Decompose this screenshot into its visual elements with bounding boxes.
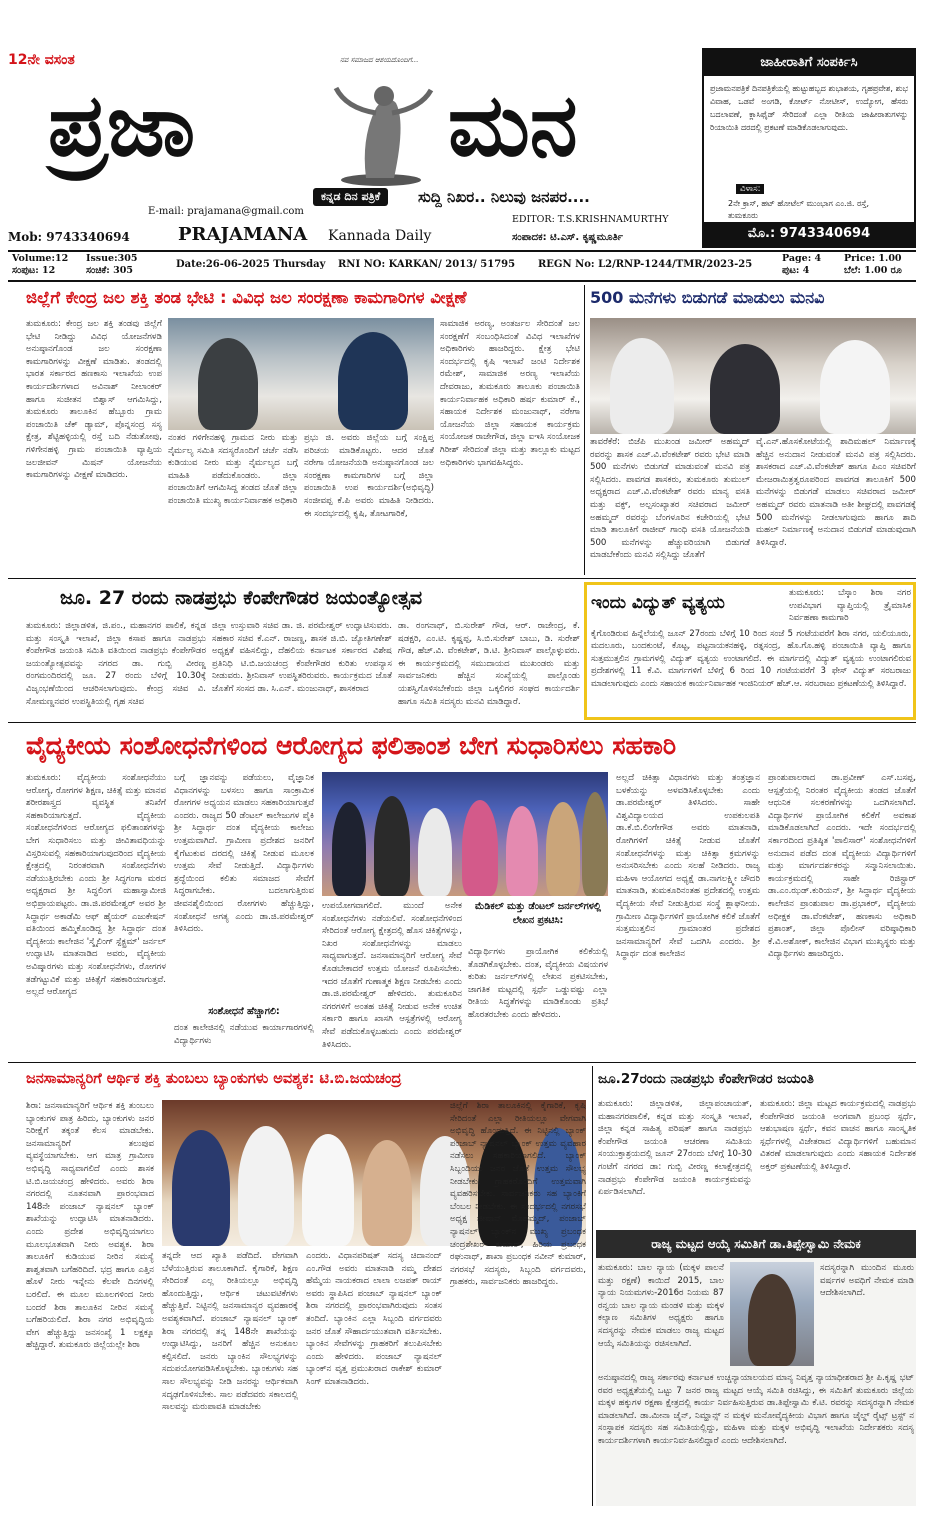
volume-en: Volume:12 xyxy=(12,253,69,264)
article-photo xyxy=(322,772,608,896)
dancer-emblem-icon xyxy=(326,68,436,188)
article-body: ಪ್ರಭು ಜಿ. ಅವರು ಜಿಲ್ಲೆಯ ಬಗ್ಗೆ ಸಂಕ್ಷಿಪ್ತ ಪರಿಚಯ ಮಾಡಿಕೊಟ್ಟರು. ಆದರ ಜೊತೆ ನರೇಗಾ ಯೋಜನೆಯಡಿ ಅನುಷ್ಠಾನಗೊಂಡ ಜಲ ಸಂರಕ್ಷಣಾ ಕಾಮಗಾರಿಗಳ ಬಗ್ಗೆ ಜಿಲ್ಲಾ ಪಂಚಾಯಿತಿ ಉಪ ಕಾರ್ಯದರ್ಶಿ(ಅಭಿವೃದ್ಧಿ) ಸಂಜೀವಪ್ಪ ಕೆ.ಪಿ ಅವರು ಮಾಹಿತಿ ನೀಡಿದರು. ಈ ಸಂದರ್ಭದಲ್ಲಿ ಕೃಷಿ, ತೋಟಗಾರಿಕೆ, xyxy=(304,433,434,519)
sub-heading: ಮೆಡಿಕಲ್ ಮತ್ತು ಡೆಂಟಲ್ ಜರ್ನಲ್‌ಗಳಲ್ಲಿ ಲೇಖನ ಪ್ರಕಟಿಸಿ: xyxy=(474,901,602,926)
headline: ರಾಜ್ಯ ಮಟ್ಟದ ಆಯ್ಕೆ ಸಮಿತಿಗೆ ಡಾ.ತಿಪ್ಪೇಸ್ವಾಮಿ ನೇಮಕ xyxy=(596,1230,916,1258)
article-body: ಸಾಮಾಜಿಕ ಅರಣ್ಯ, ಅಂತರ್ಜಲ ಸೇರಿದಂತೆ ಜಲ ಸಂರಕ್ಷಣೆಗೆ ಸಂಬಂಧಿಸಿದಂತೆ ವಿವಿಧ ಇಲಾಖೆಗಳ ಅಧಿಕಾರಿಗಳು ಹಾಜರಿದ್ದರು. ಕ್ಷೇತ್ರ ಭೇಟಿ ಸಂದರ್ಭದಲ್ಲಿ ಕೃಷಿ ಇಲಾಖೆ ಜಂಟಿ ನಿರ್ದೇಶಕ ರಮೇಶ್, ಸಾಮಾಜಿಕ ಅರಣ್ಯ ಇಲಾಖೆಯ ದೇವರಾಜು, ತುಮಕೂರು ತಾಲೂಕು ಪಂಚಾಯಿತಿ ಕಾರ್ಯನಿರ್ವಾಹಕ ಅಧಿಕಾರಿ ಹರ್ಷ ಕುಮಾರ್ ಕೆ., ಸಹಾಯಕ ನಿರ್ದೇಶಕ ಮಂಜುನಾಥ್, ನರೇಗಾ ಯೋಜನೆಯ ಜಿಲ್ಲಾ ಸಹಾಯಕ ಕಾರ್ಯಕ್ರಮ ಸಂಯೋಜಕ ರಾಜೇಗೌಡ, ಜಿಲ್ಲಾ ಐಇಸಿ ಸಂಯೋಜಕ ಗಿರೀಶ್ ಸೇರಿದಂತೆ ಜಿಲ್ಲಾ ಮತ್ತು ತಾಲ್ಲೂಕು ಮಟ್ಟದ ಅಧಿಕಾರಿಗಳು ಭಾಗವಹಿಸಿದ್ದರು. xyxy=(440,319,580,468)
article-body: ಸದಸ್ಯರನ್ನಾಗಿ ಮುಂದಿನ ಮೂರು ವರ್ಷಗಳ ಅವಧಿಗೆ ನೇಮಕ ಮಾಡಿ ಆದೇಶಿಸಲಾಗಿದೆ. xyxy=(820,1263,914,1299)
editor-kn: ಸಂಪಾದಕ: ಟಿ.ಎಸ್. ಕೃಷ್ಣಮೂರ್ತಿ xyxy=(512,232,623,243)
volume-kn: ಸಂಪುಟ: 12 xyxy=(12,265,56,276)
masthead xyxy=(8,8,698,248)
ad-phone: ಮೊ.: 9743340694 xyxy=(704,222,914,246)
article-body: ಉಪಯೋಗವಾಗಲಿದೆ. ಮುಂದೆ ಅನೇಕ ಸಂಶೋಧನೆಗಳು ನಡೆಯಲಿವೆ. ಸಂಶೋಧನೆಗಳಿಂದ ಸೇರಿದಂತೆ ಆರೋಗ್ಯ ಕ್ಷೇತ್ರದಲ್ಲಿ ಹೊಸ ಚಿಕಿತ್ಸೆಗಳನ್ನು, ನಿಖರ ಸಂಶೋಧನೆಗಳನ್ನು ಮಾಡಲು ಸಾಧ್ಯವಾಗುತ್ತದೆ. ಜನಸಾಮಾನ್ಯರಿಗೆ ಆರೋಗ್ಯ ಸೇವೆ ಕೊಡಬೇಕಾದರೆ ಉತ್ತಮ ಯೋಜನೆ ರೂಪಿಸಬೇಕು. ಇದರ ಜೊತೆಗೆ ಗುಣಾತ್ಮಕ ಶಿಕ್ಷಣ ನೀಡಬೇಕು ಎಂದು ಡಾ.ಜಿ.ಪರಮೇಶ್ವರ್ ಹೇಳಿದರು. ತುಮಕೂರಿನ ನಗರಗಳಿಗೆ ಅಂತಹ ಚಿಕಿತ್ಸೆ ನೀಡುವ ಅನೇಕ ಉಚಿತ ಸರ್ಕಾರಿ ಹಾಗೂ ಖಾಸಗಿ ಆಸ್ಪತ್ರೆಗಳಲ್ಲಿ ಆರೋಗ್ಯ ಸೇವೆ ಪಡೆದುಕೊಳ್ಳಬಹುದು ಎಂದು ಪರಮೇಶ್ವರ್ ತಿಳಿಸಿದರು. xyxy=(322,901,462,1050)
headline: ಜೂ. 27 ರಂದು ನಾಡಪ್ರಭು ಕೆಂಪೇಗೌಡರ ಜಯಂತ್ಯೋತ್ಸವ xyxy=(60,587,423,609)
headline: 500 ಮನೆಗಳು ಬಿಡುಗಡೆ ಮಾಡುಲು ಮನವಿ xyxy=(590,288,825,307)
issue-kn: ಸಂಚಿಕೆ: 305 xyxy=(86,265,133,276)
article-body: ಅನುಷ್ಠಾನದಲ್ಲಿ ರಾಜ್ಯ ಸರ್ಕಾರವು ಕರ್ನಾಟಕ ಉಚ್ಚನ್ಯಾಯಾಲಯದ ಮಾನ್ಯ ನಿವೃತ್ತ ನ್ಯಾಯಾಧೀಶರಾದ ಶ್ರೀ ಪಿ.ಕೃಷ್ಣ ಭಟ್ ರವರ ಅಧ್ಯಕ್ಷತೆಯಲ್ಲಿ ಒಟ್ಟು 7 ಜನರ ರಾಜ್ಯ ಮಟ್ಟದ ಆಯ್ಕೆ ಸಮಿತಿ ರಚಿಸಿದ್ದು, ಈ ಸಮಿತಿಗೆ ತುಮಕೂರು ಜಿಲ್ಲೆಯ ಮಕ್ಕಳ ಹಕ್ಕುಗಳ ರಕ್ಷಣಾ ಕ್ಷೇತ್ರದಲ್ಲಿ ಕಾರ್ಯ ನಿರ್ವಹಿಸುತ್ತಿರುವ ಡಾ.ತಿಪ್ಪೇಸ್ವಾಮಿ ಕೆ.ಟಿ. ರವರನ್ನು ಸದಸ್ಯರನ್ನಾಗಿ ನೇಮಕ ಮಾಡಲಾಗಿದೆ. ಡಾ.ಮೀನಾ ಚೈನ್, ನಿಮ್ಹಾನ್ಸ್ ನ ಮಕ್ಕಳ ಮನೋವೈದ್ಯಕೀಯ ವಿಭಾಗ ಹಾಗೂ ಚೈಲ್ಡ್ ರೈಟ್ಸ್ ಟ್ರಸ್ಟ್ ನ ಸಂಸ್ಥಾಪಕ ಸದಸ್ಯರು ಸಹ ಸಮಿತಿಯಲ್ಲಿದ್ದು, ಮಹಿಳಾ ಮತ್ತು ಮಕ್ಕಳ ಅಭಿವೃದ್ಧಿ ಇಲಾಖೆಯ ನಿರ್ದೇಶಕರು ಸದಸ್ಯ ಕಾರ್ಯದರ್ಶಿಗಳಾಗಿ ಕಾರ್ಯನಿರ್ವಹಿಸಲಿದ್ದಾರೆ ಎಂದು ಆದೇಶಿಸಲಾಗಿದೆ. xyxy=(598,1373,914,1446)
sub-heading: ಸಂಶೋಧನೆ ಹೆಚ್ಚಾಗಲಿ: xyxy=(208,1006,280,1017)
price-en: Price: 1.00 xyxy=(844,253,902,264)
article-body: ತುಮಕೂರು: ಕೇಂದ್ರ ಜಲ ಶಕ್ತಿ ತಂಡವು ಜಿಲ್ಲೆಗೆ ಭೇಟಿ ನೀಡಿದ್ದು ವಿವಿಧ ಯೋಜನೆಗಳಡಿ ಅನುಷ್ಠಾನಗೊಂಡ ಜಲ ಸಂರಕ್ಷಣಾ ಕಾಮಗಾರಿಗಳನ್ನು ವೀಕ್ಷಣೆ ಮಾಡಿತು. ತಂಡದಲ್ಲಿ ಭಾರತ ಸರ್ಕಾರದ ಹಣಕಾಸು ಇಲಾಖೆಯ ಉಪ ಕಾರ್ಯದರ್ಶಿಗಳಾದ ಅವಿನಾಶ್ ನೀಲಾಂಕರ್ ಹಾಗೂ ಸುಜೀತನ ಬಿಶ್ವಾಸ್ ಆಗಮಿಸಿದ್ದು, ತುಮಕೂರು ತಾಲೂಕಿನ ಹೆಬ್ಬೂರು ಗ್ರಾಮ ಪಂಚಾಯಿತಿ ಚೆಕ್ ಡ್ಯಾಮ್, ಪೊನ್ನಸಂದ್ರ ಸಸ್ಯ ಕ್ಷೇತ್ರ, ಶೆಟ್ಟಿಹಳ್ಳಿಯಲ್ಲಿ ರಸ್ತೆ ಬದಿ ನೆಡುತೋಪು, ಗಳಿಗೇನಹಳ್ಳಿ ಗ್ರಾಮ ಪಂಚಾಯಿತಿ ವ್ಯಾಪ್ತಿಯ ಜಲಜೀವನ್ ಮಿಷನ್ ಯೋಜನೆಯ ಕಾಮಗಾರಿಗಳನ್ನು ವೀಕ್ಷಣೆ ಮಾಡಿದರು. xyxy=(26,319,162,481)
issue-en: Issue:305 xyxy=(86,253,138,264)
mobile: Mob: 9743340694 xyxy=(8,230,130,244)
headline: ಜಿಲ್ಲೆಗೆ ಕೇಂದ್ರ ಜಲ ಶಕ್ತಿ ತಂಡ ಭೇಟಿ : ವಿವಿಧ ಜಲ ಸಂರಕ್ಷಣಾ ಕಾಮಗಾರಿಗಳ ವೀಕ್ಷಣೆ xyxy=(26,288,467,307)
tagline: ಸುದ್ದಿ ನಿಖರ.. ನಿಲುವು ಜನಪರ.... xyxy=(418,188,590,206)
ad-box xyxy=(702,48,916,248)
article-lead: ತುಮಕೂರು: ಬೆಸ್ಕಾಂ ಶಿರಾ ನಗರ ಉಪವಿಭಾಗ ವ್ಯಾಪ್ತಿಯಲ್ಲಿ ತ್ರೈಮಾಸಿಕ ನಿರ್ವಹಣಾ ಕಾಮಗಾರಿ xyxy=(789,588,911,624)
article-body: ಬಗ್ಗೆ ಜ್ಞಾನವನ್ನು ಪಡೆಯಲು, ವೈಜ್ಞಾನಿಕ ವಿಧಾನಗಳನ್ನು ಬಳಸಲು ಹಾಗೂ ಸಾಂಕ್ರಾಮಿಕ ರೋಗಗಳ ಅಧ್ಯಯನ ಮಾಡಲು ಸಹಕಾರಿಯಾಗುತ್ತವೆ ಎಂದರು. ರಾಜ್ಯದ 50 ಡೆಂಟಲ್ ಕಾಲೇಜುಗಳ ಪೈಕಿ ಶ್ರೀ ಸಿದ್ಧಾರ್ಥ ದಂತ ವೈದ್ಯಕೀಯ ಕಾಲೇಜು ಉತ್ತಮವಾಗಿದೆ. ಗ್ರಾಮೀಣ ಪ್ರದೇಶದ ಜನರಿಗೆ ಕೈಗೆಟುಕುವ ದರದಲ್ಲಿ ಚಿಕಿತ್ಸೆ ನೀಡುವ ಮೂಲಕ ಉತ್ತಮ ಸೇವೆ ನೀಡುತ್ತಿದೆ. ವಿದ್ಯಾರ್ಥಿಗಳು ಶ್ರದ್ಧೆಯಿಂದ ಕಲಿತು ಸಮಾಜದ ಸೇವೆಗೆ ಸಿದ್ಧರಾಗಬೇಕು. ಬದಲಾಗುತ್ತಿರುವ ಜೀವನಶೈಲಿಯಿಂದ ರೋಗಗಳು ಹೆಚ್ಚುತ್ತಿದ್ದು, ಸಂಶೋಧನೆ ಅಗತ್ಯ ಎಂದು ಡಾ.ಜಿ.ಪರಮೇಶ್ವರ್ ತಿಳಿಸಿದರು. xyxy=(174,773,314,935)
article-power-outage xyxy=(584,582,916,720)
anniversary-badge: 12ನೇ ವಸಂತ xyxy=(8,52,75,68)
price-kn: ಬೆಲೆ: 1.00 ರೂ xyxy=(844,265,902,276)
article-body: ಶಿರಾ: ಜನಸಾಮಾನ್ಯರಿಗೆ ಆರ್ಥಿಕ ಶಕ್ತಿ ತುಂಬಲು ಬ್ಯಾಂಕುಗಳ ಪಾತ್ರ ಹಿರಿದು, ಬ್ಯಾಂಕುಗಳು ಜನರ ನಿರೀಕ್ಷೆಗೆ ತಕ್ಕಂತೆ ಕೆಲಸ ಮಾಡಬೇಕು. ಜನಸಾಮಾನ್ಯರಿಗೆ ತಲುಪುವ ವ್ಯವಸ್ಥೆಯಾಗಬೇಕು. ಆಗ ಮಾತ್ರ ಗ್ರಾಮೀಣ ಅಭಿವೃದ್ಧಿ ಸಾಧ್ಯವಾಗಲಿದೆ ಎಂದು ಶಾಸಕ ಟಿ.ಬಿ.ಜಯಚಂದ್ರ ಹೇಳಿದರು. ಅವರು ಶಿರಾ ನಗರದಲ್ಲಿ ನೂತನವಾಗಿ ಪ್ರಾರಂಭವಾದ 148ನೇ ಪಂಜಾಬ್ ನ್ಯಾಷನಲ್ ಬ್ಯಾಂಕ್ ಶಾಖೆಯನ್ನು ಉದ್ಘಾಟಿಸಿ ಮಾತನಾಡಿದರು. ಎಂದು ಪ್ರದೇಶ ಅಭಿವೃದ್ಧಿಯಾಗಲು ಮೂಲಭೂತವಾಗಿ ನೀರು ಅವಶ್ಯಕ. ಶಿರಾ ತಾಲೂಕಿಗೆ ಕುಡಿಯುವ ನೀರಿನ ಸಮಸ್ಯೆ ಶಾಶ್ವತವಾಗಿ ಬಗೆಹರಿದಿದೆ. ಭದ್ರ ಹಾಗೂ ಎತ್ತಿನ ಹೊಳೆ ನೀರು ಇನ್ನೇನು ಕೆಲವೇ ದಿನಗಳಲ್ಲಿ ಬರಲಿದೆ. ಈ ಮೂಲ ಮೂಲಗಳಿಂದ ನೀರು ಬಂದರೆ ಶಿರಾ ತಾಲೂಕಿನ ನೀರಿನ ಸಮಸ್ಯೆ ಬಗೆಹರಿಯಲಿದೆ. ಶಿರಾ ನಗರ ಅಭಿವೃದ್ಧಿಯ ವೇಗ ಹೆಚ್ಚುತ್ತಿದ್ದು ಜನಸಂಖ್ಯೆ 1 ಲಕ್ಷಕ್ಕೂ ಹೆಚ್ಚಿದ್ದಾರೆ. ತುಮಕೂರು ಜಿಲ್ಲೆಯಲ್ಲೇ ಶಿರಾ xyxy=(26,1101,154,1351)
editor-en: EDITOR: T.S.KRISHNAMURTHY xyxy=(512,214,669,225)
article-photo xyxy=(730,1262,814,1366)
article-body: ವಿದ್ಯಾರ್ಥಿಗಳು ಪ್ರಾಯೋಗಿಕ ಕಲಿಕೆಯಲ್ಲಿ ತೊಡಗಿಕೊಳ್ಳಬೇಕು. ದಂತ, ವೈದ್ಯಕೀಯ ವಿಷಯಗಳ ಕುರಿತು ಜರ್ನಲ್‌ಗಳಲ್ಲಿ ಲೇಖನ ಪ್ರಕಟಿಸಬೇಕು, ಜಾಗತಿಕ ಮಟ್ಟದಲ್ಲಿ ಸ್ಪರ್ಧೆ ಒಡ್ಡುವಷ್ಟು ಎಲ್ಲಾ ರೀತಿಯ ಸಿದ್ಧತೆಗಳನ್ನು ಮಾಡಿಕೊಂಡು ಪ್ರತಿಭೆ ಹೊರತರಬೇಕು ಎಂದು ಹೇಳಿದರು. xyxy=(468,947,608,1020)
article-body: ಕೈಗೊಂಡಿರುವ ಹಿನ್ನೆಲೆಯಲ್ಲಿ ಜೂನ್ 27ರಂದು ಬೆಳಿಗ್ಗೆ 10 ರಿಂದ ಸಂಜೆ 5 ಗಂಟೆಯವರೆಗೆ ಶಿರಾ ನಗರ, ಯಲಿಯೂರು, ಮದಲೂರು, ಬಂದಕುಂಟೆ, ಕೊಟ್ಟ, ಪಟ್ಟನಾಯಕನಹಳ್ಳಿ, ರತ್ನಸಂದ್ರ, ಹೊ.ಗೊ.ಹಳ್ಳಿ ಪಂಚಾಯಿತಿ ವ್ಯಾಪ್ತಿ ಹಾಗೂ ಸುತ್ತಮುತ್ತಲಿನ ಗ್ರಾಮಗಳಲ್ಲಿ ವಿದ್ಯುತ್ ವ್ಯತ್ಯಯ ಉಂಟಾಗಲಿದೆ. ಈ ಮಾರ್ಗದಲ್ಲಿ ವಿದ್ಯುತ್ ವ್ಯತ್ಯಯ ಉಂಟಾಗಲಿರುವ ಪ್ರದೇಶಗಳಲ್ಲಿ 11 ಕೆ.ವಿ. ಮಾರ್ಗಗಳಿಗೆ ಬೆಳಿಗ್ಗೆ 6 ರಿಂದ 10 ಗಂಟೆಯವರೆಗೆ 3 ಫೇಸ್ ವಿದ್ಯುತ್ ಸರಬರಾಜು ಮಾಡಲಾಗುವುದು ಎಂದು ಸಹಾಯಕ ಕಾರ್ಯನಿರ್ವಾಹಕ ಇಂಜಿನಿಯರ್ ಹೆಚ್.ಆ. ಸರಬರಾಜು ಪ್ರಕಟಣೆಯಲ್ಲಿ ತಿಳಿಸಿದ್ದಾರೆ. xyxy=(591,628,911,688)
article-selection-committee xyxy=(596,1230,916,1506)
article-body: ಅಲ್ಲದೆ ಚಿಕಿತ್ಸಾ ವಿಧಾನಗಳು ಮತ್ತು ತಂತ್ರಜ್ಞಾನ ಬಳಕೆಯನ್ನು ಅಳವಡಿಸಿಕೊಳ್ಳಬೇಕು ಎಂದು ಡಾ.ಪರಮೇಶ್ವರ್ ತಿಳಿಸಿದರು. ಸಾಹೇ ವಿಶ್ವವಿದ್ಯಾಲಯದ ಉಪಕುಲಪತಿ ಡಾ.ಕೆ.ಬಿ.ಲಿಂಗೇಗೌಡ ಅವರು ಮಾತನಾಡಿ, ರೋಗಿಗಳಿಗೆ ಚಿಕಿತ್ಸೆ ನೀಡುವ ಜೊತೆಗೆ ಸಂಶೋಧನೆಗಳನ್ನು ಮತ್ತು ಚಿಕಿತ್ಸಾ ಕ್ರಮಗಳನ್ನು ಅನುಸರಿಸಬೇಕು ಎಂದು ಸಲಹೆ ನೀಡಿದರು. ರಾಜ್ಯ ಮಹಿಳಾ ಆಯೋಗದ ಅಧ್ಯಕ್ಷೆ ಡಾ.ನಾಗಲಕ್ಷ್ಮೀ ಚೌದರಿ ಮಾತನಾಡಿ, ತುಮಕೂರಿನಂತಹ ಪ್ರದೇಶದಲ್ಲಿ ಉತ್ತಮ ವೈದ್ಯಕೀಯ ಸೇವೆ ನೀಡುತ್ತಿರುವ ಸಂಸ್ಥೆ ಶ್ಲಾಘನೀಯ. ಗ್ರಾಮೀಣ ವಿದ್ಯಾರ್ಥಿಗಳಿಗೆ ಪ್ರಾಯೋಗಿಕ ಕಲಿಕೆ ಜೊತೆಗೆ ಸುತ್ತಮುತ್ತಲಿನ ಗ್ರಾಮಾಂತರ ಪ್ರದೇಶದ ಜನಸಾಮಾನ್ಯರಿಗೆ ಸೇವೆ ಒದಗಿಸಿ ಎಂದರು. ಶ್ರೀ ಸಿದ್ಧಾರ್ಥ ದಂತ ಕಾಲೇಜಿನ xyxy=(616,773,760,960)
article-body: ವೈ.ಎನ್.ಹೊಸಕೋಟೆಯಲ್ಲಿ ಶಾದಿಮಹಲ್ ನಿರ್ಮಾಣಕ್ಕೆ ಹೆಚ್ಚಿನ ಅನುದಾನ ನೀಡುವಂತೆ ಮನವಿ ಪತ್ರ ಸಲ್ಲಿಸಿದರು. ಶಾಸಕರಾದ ಎಚ್.ವಿ.ವೆಂಕಟೇಶ್ ಹಾಗೂ ಪಿಎಂ ಸಚಿವರಿಗೆ ಮೇಜರಾಮಿತ್ರತ್ವರೂಪರಿಂದ ಪಾವಗಡ ತಾಲೂಕಿಗೆ 500 ಮನೆಗಳನ್ನು ಬಿಡುಗಡೆ ಮಾಡಲು ಸಚಿವರಾದ ಜಮೀರ್ ಅಹಮ್ಮದ್ ರವರು ಮಾತನಾಡಿ ಅತೀ ಶೀಘ್ರದಲ್ಲಿ ಪಾವಗಡಕ್ಕೆ 500 ಮನೆಗಳನ್ನು ನೀಡಲಾಗುವುದು ಹಾಗೂ ಶಾದಿ ಮಹಲ್ ನಿರ್ಮಾಣಕ್ಕೆ ಅನುದಾನ ಬಿಡುಗಡೆ ಮಾಡುವುದಾಗಿ ತಿಳಿಸಿದ್ದಾರೆ. xyxy=(756,437,916,548)
masthead-title-left: ಪ್ರಜಾ xyxy=(48,75,196,176)
ad-address: 2ನೇ ಕ್ರಾಸ್, ಹಟ್ ಹೋಟೆಲ್ ಮುಂಭಾಗ ಎಂ.ಜಿ. ರಸ್ತೆ, ತುಮಕೂರು xyxy=(728,199,870,220)
article-body: ತಾವರೆಕೆರೆ: ಬಿಜೆಪಿ ಮುಖಂಡ ಜಮೀರ್ ಅಹಮ್ಮದ್ ರವರನ್ನು ಶಾಸಕ ಎಚ್.ವಿ.ವೆಂಕಟೇಶ್ ರವರು ಭೇಟಿ ಮಾಡಿ 500 ಮನೆಗಳು ಬಿಡುಗಡೆ ಮಾಡುವಂತೆ ಮನವಿ ಪತ್ರ ಸಲ್ಲಿಸಿದರು. ಪಾವಗಡ ಶಾಸಕರು, ತುಮಕೂರು ತುಮುಲ್ ಅಧ್ಯಕ್ಷರಾದ ಎಚ್.ವಿ.ವೆಂಕಟೇಶ್ ರವರು ಮಾನ್ಯ ವಸತಿ ಮತ್ತು ವಕ್ಫ್, ಅಲ್ಪಸಂಖ್ಯಾತರ ಸಚಿವರಾದ ಜಮೀರ್ ಅಹಮ್ಮದ್ ರವರನ್ನು ಬೆಂಗಳೂರಿನ ಕಚೇರಿಯಲ್ಲಿ ಭೇಟಿ ಮಾಡಿ ತಾಲೂಕಿಗೆ ರಾಜೀವ್ ಗಾಂಧಿ ವಸತಿ ಯೋಜನೆಯಡಿ 500 ಮನೆಗಳನ್ನು ಹೆಚ್ಚುವರಿಯಾಗಿ ಬಿಡುಗಡೆ ಮಾಡಬೇಕೆಂದು ಮನವಿ ಸಲ್ಲಿಸಿದ್ದು ಜೊತೆಗೆ xyxy=(590,437,750,561)
article-body: ಜಿಲ್ಲಾ ಉಸ್ತುವಾರಿ ಸಚಿವ ಡಾ. ಜಿ. ಪರಮೇಶ್ವರ್ ಉದ್ಘಾಟಿಸುವರು. ಸಹಕಾರ ಸಚಿವ ಕೆ.ಎನ್. ರಾಜಣ್ಣ, ಶಾಸಕ ಜಿ.ಬಿ. ಜ್ಯೋತಿಗಣೇಶ್ ಅಧ್ಯಕ್ಷತೆ ವಹಿಸಲಿದ್ದು, ದೆಹಲಿಯ ಕರ್ನಾಟಕ ಸರ್ಕಾರದ ವಿಶೇಷ ಪ್ರತಿನಿಧಿ ಟಿ.ಬಿ.ಜಯಚಂದ್ರ ಕೆಂಪೇಗೌಡರ ಕುರಿತು ಉಪನ್ಯಾಸ ನೀಡುವರು. ಶ್ರೀನಿವಾಸ್ ಉಪಸ್ಥಿತರಿರುವರು. ಕಾರ್ಯಕ್ರಮದ ಜೊತೆ ಜೊತೆಗೆ ಸಂಸದ ಡಾ. ಸಿ.ಎನ್. ಮಂಜುನಾಥ್, ಶಾಸಕರಾದ xyxy=(212,621,392,694)
headline: ಜೂ.27ರಂದು ನಾಡಪ್ರಭು ಕೆಂಪೇಗೌಡರ ಜಯಂತಿ xyxy=(598,1071,814,1087)
headline: ಜನಸಾಮಾನ್ಯರಿಗೆ ಆರ್ಥಿಕ ಶಕ್ತಿ ತುಂಬಲು ಬ್ಯಾಂಕುಗಳು ಅವಶ್ಯಕ: ಟಿ.ಬಿ.ಜಯಚಂದ್ರ xyxy=(26,1071,402,1087)
kannada-daily-label: ಕನ್ನಡ ದಿನ ಪತ್ರಿಕೆ xyxy=(313,188,388,206)
article-body: ಪ್ರಾಂಶುಪಾಲರಾದ ಡಾ.ಪ್ರವೀಣ್ ಎಸ್.ಬಸಪ್ಪ, ಆಸ್ಪತ್ರೆಯಲ್ಲಿ ನಿರಂತರ ವೈದ್ಯಕೀಯ ತಂಡದ ಜೊತೆಗೆ ಆಧುನಿಕ ಸಲಕರಣೆಗಳನ್ನು ಒದಗಿಸಲಾಗಿದೆ. ವಿದ್ಯಾರ್ಥಿಗಳ ಪ್ರಾಯೋಗಿಕ ಕಲಿಕೆಗೆ ಅವಕಾಶ ಮಾಡಿಕೊಡಲಾಗಿದೆ ಎಂದರು. ಇದೇ ಸಂದರ್ಭದಲ್ಲಿ ಸರ್ಕಾರದಿಂದ ಪ್ರತಿಷ್ಠಿತ 'ಪಾಲಿಸಾರ್' ಸಂಶೋಧನೆಗಳಿಗೆ ಅನುದಾನ ಪಡೆದ ದಂತ ವೈದ್ಯಕೀಯ ವಿದ್ಯಾರ್ಥಿಗಳಿಗೆ ಮತ್ತು ಮಾರ್ಗದರ್ಶಕರನ್ನು ಸನ್ಮಾನಿಸಲಾಯಿತು. ಕಾರ್ಯಕ್ರಮದಲ್ಲಿ ಸಾಹೇ ರಿಜಿಸ್ಟ್ರಾರ್ ಡಾ.ಎಂ.ಝಡ್.ಕುರಿಯನ್, ಶ್ರೀ ಸಿದ್ಧಾರ್ಥ ವೈದ್ಯಕೀಯ ಕಾಲೇಜಿನ ಪ್ರಾಂಶುಪಾಲ ಡಾ.ಪ್ರಭಾಕರ್, ವೈದ್ಯಕೀಯ ಅಧೀಕ್ಷಕ ಡಾ.ವೆಂಕಟೇಶ್, ಹಣಕಾಸು ಅಧಿಕಾರಿ ಪ್ರಶಾಂತ್, ಜಿಲ್ಲಾ ಪೊಲೀಸ್ ವರಿಷ್ಠಾಧಿಕಾರಿ ಕೆ.ವಿ.ಅಶೋಕ್, ಕಾಲೇಜಿನ ವಿಭಾಗ ಮುಖ್ಯಸ್ಥರು ಮತ್ತು ವಿದ್ಯಾರ್ಥಿಗಳು ಹಾಜರಿದ್ದರು. xyxy=(768,773,916,960)
article-photo xyxy=(590,318,916,434)
masthead-title-right: ಮನ xyxy=(448,75,578,176)
rni-number: RNI NO: KARKAN/ 2013/ 51795 xyxy=(338,259,516,270)
article-body: ನಂತರ ಗಳಿಗೇನಹಳ್ಳಿ ಗ್ರಾಮದ ನೀರು ಮತ್ತು ನೈರ್ಮಲ್ಯ ಸಮಿತಿ ಸದಸ್ಯರೊಂದಿಗೆ ಚರ್ಚೆ ನಡೆಸಿ ಕುಡಿಯುವ ನೀರು ಮತ್ತು ನೈರ್ಮಲ್ಯದ ಬಗ್ಗೆ ಮಾಹಿತಿ ಪಡೆದುಕೊಂಡರು. ಜಿಲ್ಲಾ ಪಂಚಾಯಿತಿಗೆ ಆಗಮಿಸಿದ್ದ ತಂಡದ ಜೊತೆ ಜಿಲ್ಲಾ ಪಂಚಾಯಿತಿ ಮುಖ್ಯ ಕಾರ್ಯನಿರ್ವಾಹಕ ಅಧಿಕಾರಿ xyxy=(168,433,298,506)
regn-number: REGN No: L2/RNP-1244/TMR/2023-25 xyxy=(538,259,753,270)
headline: ಇಂದು ವಿದ್ಯುತ್ ವ್ಯತ್ಯಯ xyxy=(591,593,725,613)
article-body: ತುಮಕೂರು: ಜಿಲ್ಲಾ ಮಟ್ಟದ ಕಾರ್ಯಕ್ರಮದಲ್ಲಿ ನಾಡಪ್ರಭು ಕೆಂಪೇಗೌಡರ ಜಯಂತಿ ಅಂಗವಾಗಿ ಪ್ರಬಂಧ ಸ್ಪರ್ಧೆ, ಆಶುಭಾಷಣ ಸ್ಪರ್ಧೆ, ಕವನ ವಾಚನ ಹಾಗೂ ಸಾಂಸ್ಕೃತಿಕ ಸ್ಪರ್ಧೆಗಳಲ್ಲಿ ವಿಜೇತರಾದ ವಿದ್ಯಾರ್ಥಿಗಳಿಗೆ ಬಹುಮಾನ ವಿತರಣೆ ಮಾಡಲಾಗುವುದು ಎಂದು ಸಹಾಯಕ ನಿರ್ದೇಶಕ ಅಕ್ತರ್ ಪ್ರಕಟಣೆಯಲ್ಲಿ ತಿಳಿಸಿದ್ದಾರೆ. xyxy=(760,1099,916,1172)
emblem-caption: ನವ ಸಮಾಜದ ಆಶಯದೊಂದಿಗೆ... xyxy=(340,56,419,64)
masthead-emblem xyxy=(326,68,436,188)
article-body: ತುಮಕೂರು: ಬಾಲ ನ್ಯಾಯ (ಮಕ್ಕಳ ಪಾಲನೆ ಮತ್ತು ರಕ್ಷಣೆ) ಕಾಯಿದೆ 2015, ಬಾಲ ನ್ಯಾಯ ನಿಯಮಗಳು-2016ರ ನಿಯಮ 87 ರನ್ವಯ ಬಾಲ ನ್ಯಾಯ ಮಂಡಳಿ ಮತ್ತು ಮಕ್ಕಳ ಕಲ್ಯಾಣ ಸಮಿತಿಗಳ ಅಧ್ಯಕ್ಷರು ಹಾಗೂ ಸದಸ್ಯರನ್ನು ನೇಮಕ ಮಾಡಲು ರಾಜ್ಯ ಮಟ್ಟದ ಆಯ್ಕೆ ಸಮಿತಿಯನ್ನು ರಚಿಸಲಾಗಿದೆ. xyxy=(598,1263,724,1349)
article-body: ದಂತ ಕಾಲೇಜಿನಲ್ಲಿ ನಡೆಯುವ ಕಾರ್ಯಾಗಾರಗಳಲ್ಲಿ ವಿದ್ಯಾರ್ಥಿಗಳು xyxy=(174,1023,314,1046)
article-photo xyxy=(168,318,434,430)
headline: ವೈದ್ಯಕೀಯ ಸಂಶೋಧನೆಗಳಿಂದ ಆರೋಗ್ಯದ ಫಲಿತಾಂಶ ಬೇಗ ಸುಧಾರಿಸಲು ಸಹಕಾರಿ xyxy=(26,731,677,760)
article-body: ತನ್ನದೇ ಆದ ಖ್ಯಾತಿ ಪಡೆದಿದೆ. ವೇಗವಾಗಿ ಬೆಳೆಯುತ್ತಿರುವ ತಾಲೂಕಾಗಿದೆ. ಕೈಗಾರಿಕೆ, ಶಿಕ್ಷಣ ಸೇರಿದಂತೆ ಎಲ್ಲ ರೀತಿಯಲ್ಲೂ ಅಭಿವೃದ್ಧಿ ಹೊಂದುತ್ತಿದ್ದು, ಆರ್ಥಿಕ ಚಟುವಟಿಕೆಗಳು ಹೆಚ್ಚುತ್ತಿವೆ. ನಿಟ್ಟಿನಲ್ಲಿ ಜನಸಾಮಾನ್ಯರ ವ್ಯವಹಾರಕ್ಕೆ ಅವಶ್ಯಕವಾಗಿದೆ. ಪಂಜಾಬ್ ನ್ಯಾಷನಲ್ ಬ್ಯಾಂಕ್ ಶಿರಾ ನಗರದಲ್ಲಿ ತನ್ನ 148ನೇ ಶಾಖೆಯನ್ನು ಉದ್ಘಾಟಿಸಿದ್ದು, ಜನರಿಗೆ ಹೆಚ್ಚಿನ ಅನುಕೂಲ ಕಲ್ಪಿಸಲಿದೆ. ಜನರು ಬ್ಯಾಂಕಿನ ಸೌಲಭ್ಯಗಳನ್ನು ಸದುಪಯೋಗಪಡಿಸಿಕೊಳ್ಳಬೇಕು. ಬ್ಯಾಂಕುಗಳು ಸಹ ಸಾಲ ಸೌಲಭ್ಯವನ್ನು ನೀಡಿ ಜನರನ್ನು ಆರ್ಥಿಕವಾಗಿ ಸದೃಢಗೊಳಿಸಬೇಕು. ಸಾಲ ಪಡೆದವರು ಸಕಾಲದಲ್ಲಿ ಸಾಲವನ್ನು ಮರುಪಾವತಿ ಮಾಡಬೇಕು xyxy=(162,1251,298,1413)
english-sub: Kannada Daily xyxy=(328,228,432,244)
ad-box-text: ಪ್ರಜಾಮನಪತ್ರಿಕೆ ದಿನಪತ್ರಿಕೆಯಲ್ಲಿ ಹುಟ್ಟುಹಬ್ಬದ ಶುಭಾಶಯ, ಗೃಹಪ್ರವೇಶ, ಶುಭ ವಿವಾಹ, ಒಡವೆ ಅಂಗಡಿ, ಕೋರ್ಟ್ ನೋಟೀಸ್, ಉದ್ಯೋಗ, ಹೆಸರು ಬದಲಾವಣೆ, ಕ್ಲಾಸಿಫೈಡ್ ಸೇರಿದಂತೆ ಎಲ್ಲಾ ರೀತಿಯ ಜಾಹೀರಾತುಗಳನ್ನು ರಿಯಾಯಿತಿ ದರದಲ್ಲಿ ಪ್ರಕಟಣೆ ಮಾಡಿಕೊಡಲಾಗುವುದು. xyxy=(710,84,908,132)
article-body: ಎಂದರು. ವಿಧಾನಪರಿಷತ್ ಸದಸ್ಯ ಚಿದಾನಂದ್ ಎಂ.ಗೌಡ ಅವರು ಮಾತನಾಡಿ ನಮ್ಮ ದೇಶದ ಹೆಮ್ಮೆಯ ನಾಯಕರಾದ ಲಾಲಾ ಲಜಪತ್ ರಾಯ್ ಅವರು ಸ್ಥಾಪಿಸಿದ ಪಂಜಾಬ್ ನ್ಯಾಷನಲ್ ಬ್ಯಾಂಕ್ ಶಿರಾ ನಗರದಲ್ಲಿ ಪ್ರಾರಂಭವಾಗಿರುವುದು ಸಂತಸ ತಂದಿದೆ. ಬ್ಯಾಂಕಿನ ಎಲ್ಲಾ ಸಿಬ್ಬಂದಿ ವರ್ಗದವರು ಜನರ ಜೊತೆ ಸೌಹಾರ್ದಯುತವಾಗಿ ವರ್ತಿಸಬೇಕು. ಬ್ಯಾಂಕಿನ ಸೇವೆಗಳನ್ನು ಗ್ರಾಹಕರಿಗೆ ತಲುಪಿಸಬೇಕು ಎಂದು ಹೇಳಿದರು. ಪಂಜಾಬ್ ನ್ಯಾಷನಲ್ ಬ್ಯಾಂಕ್‌ನ ವೃತ್ತ ಪ್ರಮುಖರಾದ ರಾಕೇಶ್ ಕುಮಾರ್ ಸಿಂಗ್ ಮಾತನಾಡಿದರು. xyxy=(306,1251,442,1387)
page-en: Page: 4 xyxy=(782,253,822,264)
english-name: PRAJAMANA xyxy=(178,224,308,245)
ad-address-label: ವಿಳಾಸ: xyxy=(736,184,764,194)
date: Date:26-06-2025 Thursday xyxy=(176,259,326,270)
article-body: ಡಾ. ರಂಗನಾಥ್, ಬಿ.ಸುರೇಶ್ ಗೌಡ, ಆರ್. ರಾಜೇಂದ್ರ, ಕೆ. ಷಡಕ್ಷರಿ, ಎಂ.ಟಿ. ಕೃಷ್ಣಪ್ಪ, ಸಿ.ಬಿ.ಸುರೇಶ್ ಬಾಬು, ಡಿ. ಸುರೇಶ್ ಗೌಡ, ಹೆಚ್.ವಿ. ವೆಂಕಟೇಶ್, ಡಿ.ಟಿ. ಶ್ರೀನಿವಾಸ್ ಪಾಲ್ಗೊಳ್ಳುವರು. ಈ ಕಾರ್ಯಕ್ರಮದಲ್ಲಿ ಸಮುದಾಯದ ಮುಖಂಡರು ಮತ್ತು ಸಾರ್ವಜನಿಕರು ಹೆಚ್ಚಿನ ಸಂಖ್ಯೆಯಲ್ಲಿ ಪಾಲ್ಗೊಂಡು ಯಶಸ್ವಿಗೊಳಿಸಬೇಕೆಂದು ಜಿಲ್ಲಾ ಒಕ್ಕಲಿಗರ ಸಂಘದ ಕಾರ್ಯದರ್ಶಿ ಹಾಗೂ ಸಮಿತಿ ಸದಸ್ಯರು ಮನವಿ ಮಾಡಿದ್ದಾರೆ. xyxy=(398,621,580,707)
page-kn: ಪುಟ: 4 xyxy=(782,265,810,276)
info-bar xyxy=(8,253,916,279)
article-body: ತುಮಕೂರು: ಜಿಲ್ಲಾಡಳಿತ, ಜಿಲ್ಲಾಪಂಚಾಯತ್, ಮಹಾನಗರಪಾಲಿಕೆ, ಕನ್ನಡ ಮತ್ತು ಸಂಸ್ಕೃತಿ ಇಲಾಖೆ, ಜಿಲ್ಲಾ ಕನ್ನಡ ಸಾಹಿತ್ಯ ಪರಿಷತ್ ಹಾಗೂ ನಾಡಪ್ರಭು ಕೆಂಪೇಗೌಡ ಜಯಂತಿ ಆಚರಣಾ ಸಮಿತಿಯ ಸಂಯುಕ್ತಾಶ್ರಯದಲ್ಲಿ ಜೂನ್ 27ರಂದು ಬೆಳಿಗ್ಗೆ 10-30 ಗಂಟೆಗೆ ನಗರದ ಡಾ: ಗುಬ್ಬಿ ವೀರಣ್ಣ ಕಲಾಕ್ಷೇತ್ರದಲ್ಲಿ ನಾಡಪ್ರಭು ಕೆಂಪೇಗೌಡ ಜಯಂತಿ ಕಾರ್ಯಕ್ರಮವನ್ನು ಏರ್ಪಡಿಸಲಾಗಿದೆ. xyxy=(598,1099,752,1198)
article-body: ಜಿಲ್ಲೆಗೆ ಶಿರಾ ತಾಲೂಕಿನಲ್ಲಿ ಕೈಗಾರಿಕೆ, ಕೃಷಿ ಸೇರಿದಂತೆ ಎಲ್ಲಾ ರೀತಿಯಲ್ಲೂ ವೇಗವಾಗಿ ಅಭಿವೃದ್ಧಿ ಹೊಂದುತ್ತಿದೆ. ಈ ನಿಟ್ಟಿನಲ್ಲಿ ಬ್ಯಾಂಕ್ ಪಂಜಾಬ್ ನ್ಯಾಷನಲ್ ಬ್ಯಾಂಕ್ ಉತ್ತಮ ವ್ಯವಹಾರ ನಡೆಸಲು ಸಹಕಾರಿಯಾಗಲಿದೆ. ಬ್ಯಾಂಕ್ ಸಿಬ್ಬಂದಿಯು ಜನರ ಜೊತೆ ಉತ್ತಮ ಸೌಲಭ್ಯ ನೀಡಬೇಕು. ಗ್ರಾಹಕರೊಂದಿಗೆ ಉತ್ತಮವಾಗಿ ವ್ಯವಹರಿಸಬೇಕು. ಸಾರ್ವಜನಿಕರು ಸಹ ಬ್ಯಾಂಕಿಗೆ ಬೆಂಬಲ ನೀಡಬೇಕು. ಈ ಸಂದರ್ಭದಲ್ಲಿ ನಗರಸಭೆ ಅಧ್ಯಕ್ಷ ಜೀಷಾನ್ ಮೊಹಮ್ಮದ್, ಪಂಜಾಬ್ ನ್ಯಾಷನಲ್ ಬ್ಯಾಂಕ್‌ನ ಮುಖ್ಯ ಪ್ರಬಂಧಕ ಚಂದ್ರಶೇಖರ್ ಕುಮಾರ್, ಹಿರಿಯ ಪ್ರಬಂಧಕ ರಘುನಾಥ್, ಶಾಖಾ ಪ್ರಬಂಧಕ ನವೀನ್ ಕುಮಾರ್, ನಗರಸಭೆ ಸದಸ್ಯರು, ಸಿಬ್ಬಂದಿ ವರ್ಗದವರು, ಗ್ರಾಹಕರು, ಸಾರ್ವಜನಿಕರು ಹಾಜರಿದ್ದರು. xyxy=(450,1101,586,1288)
article-body: ತುಮಕೂರು: ವೈದ್ಯಕೀಯ ಸಂಶೋಧನೆಯು ಆರೋಗ್ಯ, ರೋಗಗಳ ಶಿಕ್ಷಣ, ಚಿಕಿತ್ಸೆ ಮತ್ತು ಮಾನವ ಶರೀರಶಾಸ್ತ್ರದ ವ್ಯವಸ್ಥಿತ ತನಿಖೆಗೆ ಸಹಕಾರಿಯಾಗುತ್ತದೆ. ವೈದ್ಯಕೀಯ ಸಂಶೋಧನೆಗಳಿಂದ ಆರೋಗ್ಯದ ಫಲಿತಾಂಶಗಳನ್ನು ಬೇಗ ಸುಧಾರಿಸಲು ಮತ್ತು ಜೀವಿತಾವಧಿಯನ್ನು ವಿಸ್ತರಿಸುವಲ್ಲಿ ಸಹಕಾರಿಯಾಗುವುದರಿಂದ ವೈದ್ಯಕೀಯ ಕ್ಷೇತ್ರದಲ್ಲಿ ನಿರಂತರವಾಗಿ ಸಂಶೋಧನೆಗಳು ನಡೆಯುತ್ತಿರಬೇಕು ಎಂದು ಶ್ರೀ ಸಿದ್ಧಗಂಗಾ ಮಠದ ಅಧ್ಯಕ್ಷರಾದ ಶ್ರೀ ಸಿದ್ಧಲಿಂಗ ಮಹಾಸ್ವಾಮೀಜಿ ಅಭಿಪ್ರಾಯಪಟ್ಟರು. ಡಾ.ಜಿ.ಪರಮೇಶ್ವರ್ ಅವರ ಶ್ರೀ ಸಿದ್ಧಾರ್ಥ ಅಕಾಡೆಮಿ ಆಫ್ ಹೈಯರ್ ಎಜುಕೇಷನ್ ವತಿಯಿಂದ ಹಮ್ಮಿಕೊಂಡಿದ್ದ ಶ್ರೀ ಸಿದ್ಧಾರ್ಥ ದಂತ ವೈದ್ಯಕೀಯ ಕಾಲೇಜಿನ 'ಸ್ಮೈಲಿಂಗ್ ಸ್ಪೆಕ್ಟ್ರಮ್' ಜರ್ನಲ್ ಉದ್ಘಾಟಿಸಿ ಮಾತನಾಡಿದ ಅವರು, ವೈದ್ಯಕೀಯ ಅವಿಷ್ಕಾರಗಳು ಮತ್ತು ಸಂಶೋಧನೆಗಳು, ರೋಗಗಳ ತಡೆಗಟ್ಟುವಿಕೆ ಮತ್ತು ಚಿಕಿತ್ಸೆಗೆ ಸಹಕಾರಿಯಾಗುತ್ತವೆ. ಅಲ್ಲದೆ ಆರೋಗ್ಯದ xyxy=(26,773,166,998)
email: E-mail: prajamana@gmail.com xyxy=(148,206,304,217)
ad-box-heading: ಜಾಹೀರಾತಿಗೆ ಸಂಪರ್ಕಿಸಿ xyxy=(704,50,914,76)
article-body: ತುಮಕೂರು: ಜಿಲ್ಲಾಡಳಿತ, ಜಿ.ಪಂ., ಮಹಾನಗರ ಪಾಲಿಕೆ, ಕನ್ನಡ ಮತ್ತು ಸಂಸ್ಕೃತಿ ಇಲಾಖೆ, ಜಿಲ್ಲಾ ಕಸಾಪ ಹಾಗೂ ನಾಡಪ್ರಭು ಕೆಂಪೇಗೌಡ ಜಯಂತಿ ಸಮಿತಿ ವತಿಯಿಂದ ನಾಡಪ್ರಭು ಕೆಂಪೇಗೌಡರ ಜಯಂತ್ಯೋತ್ಸವವನ್ನು ನಗರದ ಡಾ. ಗುಬ್ಬಿ ವೀರಣ್ಣ ರಂಗಮಂದಿರದಲ್ಲಿ ಜೂ. 27 ರಂದು ಬೆಳಿಗ್ಗೆ 10.30ಕ್ಕೆ ವಿಜೃಂಭಣೆಯಿಂದ ಆಚರಿಸಲಾಗುವುದು. ಕೇಂದ್ರ ಸಚಿವ ವಿ. ಸೋಮಣ್ಣನವರ ಉಪಸ್ಥಿತಿಯಲ್ಲಿ ಗೃಹ ಸಚಿವ xyxy=(26,621,206,707)
